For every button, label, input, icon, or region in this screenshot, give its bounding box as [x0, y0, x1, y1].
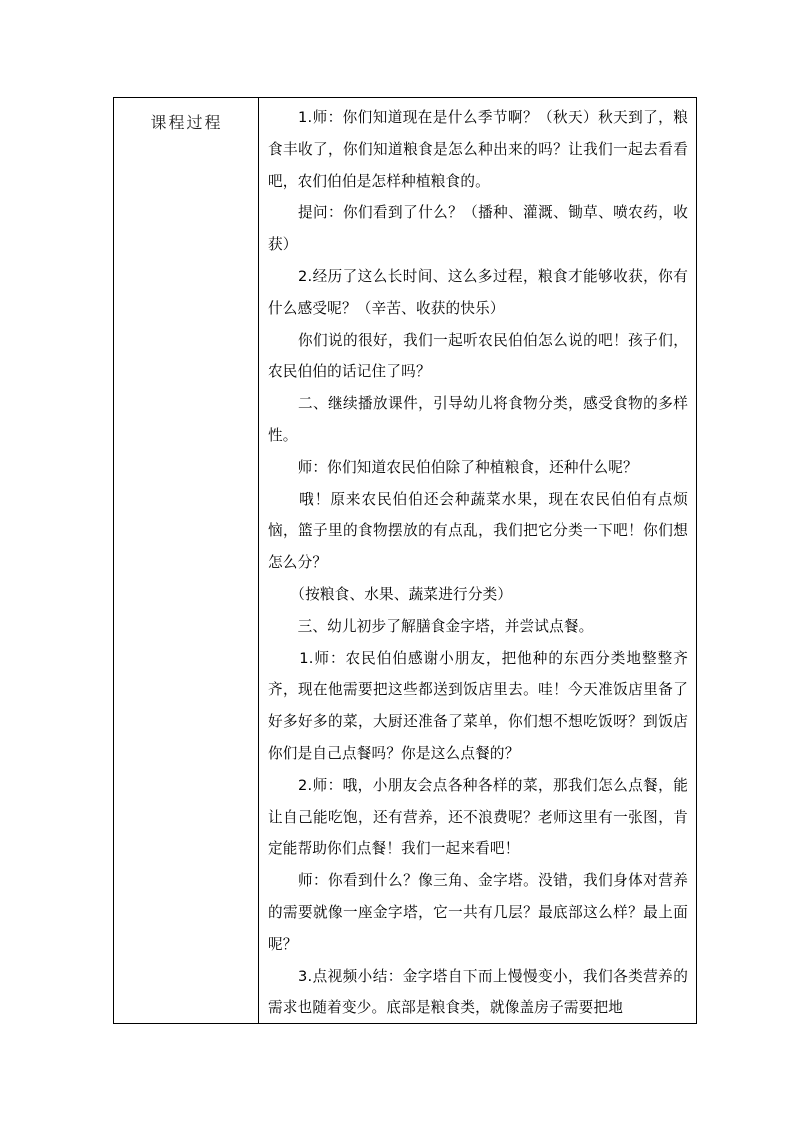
content-cell — [259, 98, 696, 1023]
paragraph: 2.师：哦，小朋友会点各种各样的菜，那我们怎么点餐，能让自己能吃饱，还有营养，还不浪费呢？老师这里有一张图，肯定能帮助你们点餐！我们一起来看吧！ — [268, 776, 688, 858]
label-cell — [114, 98, 259, 1023]
paragraph: 师：你看到什么？像三角、金字塔。没错，我们身体对营养的需要就像一座金字塔，它一共有几层？最底部这么样？最上面呢？ — [268, 872, 688, 953]
paragraph: 二、继续播放课件，引导幼儿将食物分类，感受食物的多样性。 — [268, 395, 688, 444]
section-label: 课程过程 — [150, 113, 223, 132]
paragraph: 3.点视频小结：金字塔自下而上慢慢变小，我们各类营养的需求也随着变少。底部是粮食类，就像盖房子需要把地 — [268, 967, 688, 1017]
paragraph: 2.经历了这么长时间、这么多过程，粮食才能够收获，你有什么感受呢？（辛苦、收获的快乐） — [268, 267, 688, 317]
paragraph: 哦！原来农民伯伯还会种蔬菜水果，现在农民伯伯有点烦恼，篮子里的食物摆放的有点乱，我们把它分类一下吧！你们想怎么分？ — [268, 490, 688, 572]
paragraph: 师：你们知道农民伯伯除了种植粮食，还种什么呢？ — [268, 458, 638, 476]
paragraph: 你们说的很好，我们一起听农民伯伯怎么说的吧！孩子们，农民伯伯的话记住了吗？ — [268, 331, 688, 381]
paragraph: 1.师：农民伯伯感谢小朋友，把他种的东西分类地整整齐齐，现在他需要把这些都送到饭店里去。哇！今天准饭店里备了好多好多的菜，大厨还准备了菜单，你们想不想吃饭呀？到饭店你们是自己点餐吗？你是这么点餐的？ — [268, 649, 688, 762]
paragraph: 三、幼儿初步了解膳食金字塔，并尝试点餐。 — [268, 617, 594, 635]
paragraph: 提问：你们看到了什么？（播种、灌溉、锄草、喷农药，收获） — [268, 204, 688, 254]
lesson-table — [113, 97, 697, 1024]
paragraph: 1.师：你们知道现在是什么季节啊？（秋天）秋天到了，粮食丰收了，你们知道粮食是怎么种出来的吗？让我们一起去看看吧，农们伯伯是怎样种植粮食的。 — [268, 109, 688, 190]
paragraph: （按粮食、水果、蔬菜进行分类） — [268, 585, 513, 603]
